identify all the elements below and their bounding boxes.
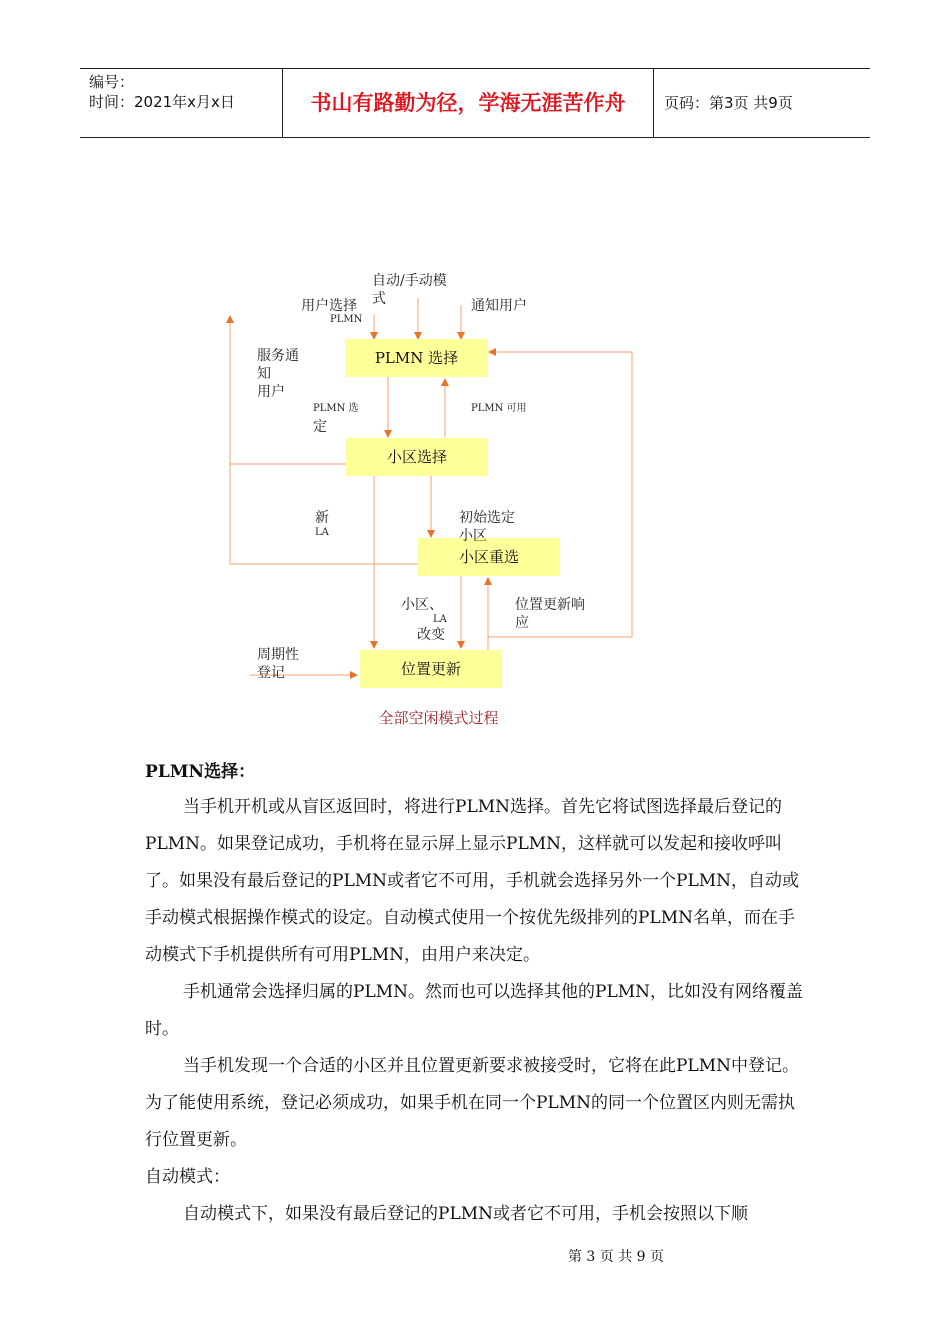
body-text bbox=[145, 789, 810, 1233]
label-periodic: 周期性 登记 bbox=[257, 647, 299, 681]
label-notify-user: 通知用户 bbox=[471, 298, 527, 314]
paragraph-2: 手机通常会选择归属的PLMN。然而也可以选择其他的PLMN，比如没有网络覆盖时。 bbox=[145, 982, 804, 1039]
section-title: PLMN选择： bbox=[145, 762, 256, 782]
cell-select-box: 小区选择 bbox=[346, 438, 488, 476]
page-footer: 第 3 页 共 9 页 bbox=[567, 1249, 665, 1265]
label-plmn-available: PLMN 可用 bbox=[471, 403, 527, 414]
label-auto-manual: 自动/手动模 式 bbox=[372, 273, 447, 307]
cell-reselect-box: 小区重选 bbox=[418, 538, 560, 576]
number-label: 编号： bbox=[89, 73, 135, 91]
paragraph-4: 自动模式下，如果没有最后登记的PLMN或者它不可用，手机会按照以下顺 bbox=[183, 1204, 749, 1224]
header-motto: 书山有路勤为径，学海无涯苦作舟 bbox=[283, 69, 654, 137]
label-cell-la-change: 小区、 LA 改变 bbox=[401, 597, 447, 643]
label-initial-cell: 初始选定 小区 bbox=[459, 510, 515, 544]
paragraph-3: 当手机发现一个合适的小区并且位置更新要求被接受时，它将在此PLMN中登记。为了能使用系统，登记必须成功，如果手机在同一个PLMN的同一个位置区内则无需执行位置更新。 bbox=[145, 1056, 800, 1150]
paragraph-1: 当手机开机或从盲区返回时，将进行PLMN选择。首先它将试图选择最后登记的PLMN。如果登记成功，手机将在显示屏上显示PLMN，这样就可以发起和接收呼叫了。如果没有最后登记的PLMN或者它不可用，手机就会选择另外一个PLMN，自动或手动模式根据操作模式的设定。自动模式使用一个按优先级排列的PLMN名单，而在手动模式下手机提供所有可用PLMN，由用户来决定。 bbox=[145, 797, 800, 965]
label-new-la: 新 LA bbox=[315, 510, 329, 538]
header-page-info: 页码：第3页 共9页 bbox=[664, 94, 793, 112]
plmn-select-box: PLMN 选择 bbox=[345, 339, 488, 377]
time-label: 时间：2021年x月x日 bbox=[89, 93, 235, 111]
label-service-notify: 服务通 知 用户 bbox=[257, 348, 299, 400]
label-user-select: 用户选择 PLMN bbox=[301, 298, 363, 325]
diagram-caption: 全部空闲模式过程 bbox=[378, 709, 499, 727]
location-update-box: 位置更新 bbox=[360, 650, 502, 688]
label-plmn-selected: PLMN 选 定 bbox=[313, 403, 359, 435]
auto-mode-title: 自动模式： bbox=[145, 1167, 230, 1187]
label-lu-response: 位置更新响 应 bbox=[515, 597, 585, 631]
